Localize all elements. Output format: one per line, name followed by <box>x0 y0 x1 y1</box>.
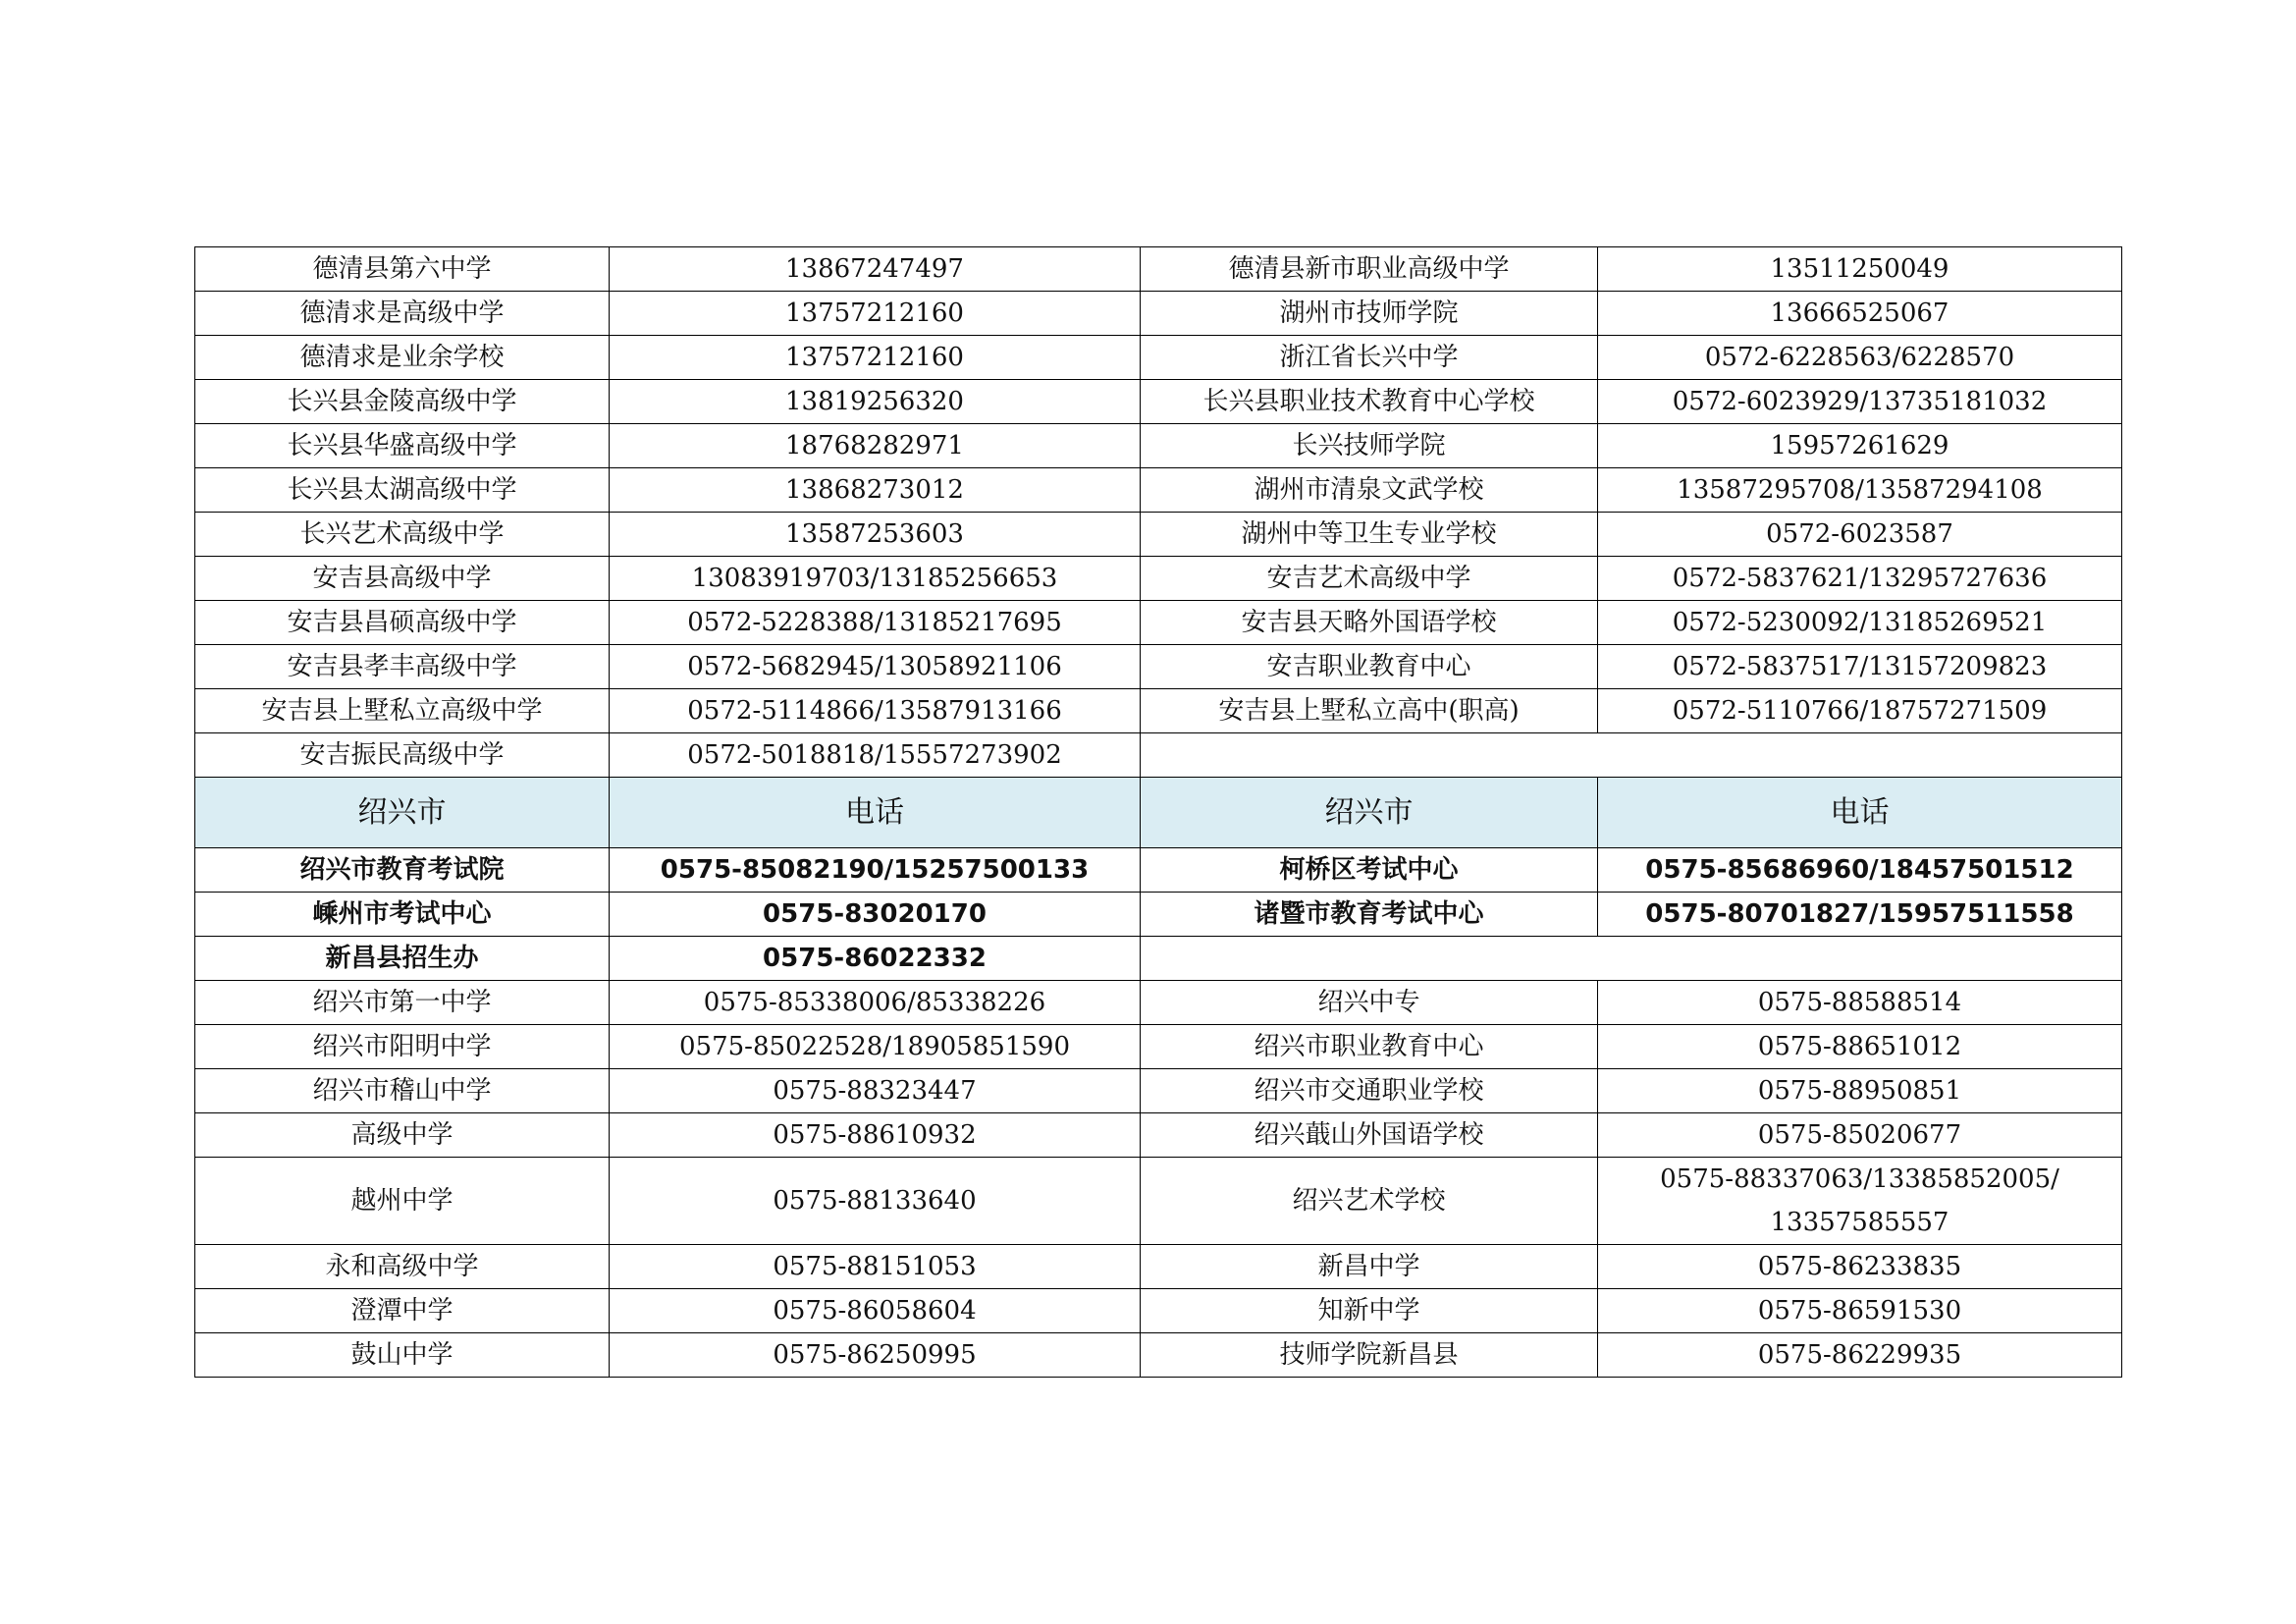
phone-cell: 0575-85082190/15257500133 <box>610 848 1141 893</box>
phone-cell: 0575-88950851 <box>1598 1069 2122 1113</box>
school-name-cell: 绍兴市教育考试院 <box>195 848 610 893</box>
school-name-cell: 绍兴市职业教育中心 <box>1141 1025 1598 1069</box>
column-header-city: 绍兴市 <box>1141 778 1598 848</box>
phone-cell: 0572-5837621/13295727636 <box>1598 557 2122 601</box>
phone-cell: 0575-83020170 <box>610 893 1141 937</box>
table-row <box>195 601 2122 645</box>
phone-line: 0575-88337063/13385852005/ <box>1660 1164 2059 1194</box>
empty-cell <box>1141 733 2122 778</box>
table-row <box>195 336 2122 380</box>
school-name-cell: 诸暨市教育考试中心 <box>1141 893 1598 937</box>
section-header-row <box>195 778 2122 848</box>
phone-cell: 0575-86022332 <box>610 937 1141 981</box>
table-row <box>195 689 2122 733</box>
school-name-cell: 湖州市技师学院 <box>1141 292 1598 336</box>
school-name-cell: 安吉艺术高级中学 <box>1141 557 1598 601</box>
phone-cell: 13868273012 <box>610 468 1141 513</box>
school-name-cell: 安吉县昌硕高级中学 <box>195 601 610 645</box>
phone-cell: 15957261629 <box>1598 424 2122 468</box>
phone-cell: 13867247497 <box>610 247 1141 292</box>
school-name-cell: 长兴县职业技术教育中心学校 <box>1141 380 1598 424</box>
table-row <box>195 733 2122 778</box>
table-row <box>195 557 2122 601</box>
phone-cell: 0572-6023929/13735181032 <box>1598 380 2122 424</box>
contact-table-body <box>195 247 2122 1378</box>
school-name-cell: 长兴艺术高级中学 <box>195 513 610 557</box>
school-name-cell: 长兴县金陵高级中学 <box>195 380 610 424</box>
phone-cell: 0575-88133640 <box>610 1158 1141 1245</box>
school-name-cell: 湖州市清泉文武学校 <box>1141 468 1598 513</box>
phone-cell: 0575-85338006/85338226 <box>610 981 1141 1025</box>
school-name-cell: 浙江省长兴中学 <box>1141 336 1598 380</box>
phone-cell: 0572-5018818/15557273902 <box>610 733 1141 778</box>
column-header-phone: 电话 <box>610 778 1141 848</box>
school-name-cell: 绍兴市第一中学 <box>195 981 610 1025</box>
phone-cell: 0575-88651012 <box>1598 1025 2122 1069</box>
phone-cell: 0575-85022528/18905851590 <box>610 1025 1141 1069</box>
office-row <box>195 893 2122 937</box>
school-name-cell: 越州中学 <box>195 1158 610 1245</box>
school-name-cell: 长兴县华盛高级中学 <box>195 424 610 468</box>
phone-cell: 0575-88610932 <box>610 1113 1141 1158</box>
phone-line: 13357585557 <box>1770 1208 1949 1237</box>
phone-cell: 0575-85686960/18457501512 <box>1598 848 2122 893</box>
school-name-cell: 安吉县上墅私立高级中学 <box>195 689 610 733</box>
phone-cell: 13083919703/13185256653 <box>610 557 1141 601</box>
school-name-cell: 安吉县高级中学 <box>195 557 610 601</box>
phone-cell: 0575-88588514 <box>1598 981 2122 1025</box>
office-row <box>195 848 2122 893</box>
school-name-cell: 鼓山中学 <box>195 1333 610 1378</box>
phone-cell: 0572-5110766/18757271509 <box>1598 689 2122 733</box>
table-row <box>195 1113 2122 1158</box>
table-row <box>195 1289 2122 1333</box>
school-name-cell: 绍兴市稽山中学 <box>195 1069 610 1113</box>
school-name-cell: 安吉振民高级中学 <box>195 733 610 778</box>
phone-cell: 13757212160 <box>610 292 1141 336</box>
column-header-phone: 电话 <box>1598 778 2122 848</box>
school-name-cell: 新昌中学 <box>1141 1245 1598 1289</box>
table-row <box>195 981 2122 1025</box>
phone-cell: 18768282971 <box>610 424 1141 468</box>
phone-cell: 13666525067 <box>1598 292 2122 336</box>
table-row <box>195 1158 2122 1245</box>
school-name-cell: 知新中学 <box>1141 1289 1598 1333</box>
school-name-cell: 长兴县太湖高级中学 <box>195 468 610 513</box>
table-row <box>195 247 2122 292</box>
school-name-cell: 德清县第六中学 <box>195 247 610 292</box>
phone-cell: 0572-5230092/13185269521 <box>1598 601 2122 645</box>
phone-cell: 0575-86233835 <box>1598 1245 2122 1289</box>
column-header-city: 绍兴市 <box>195 778 610 848</box>
school-name-cell: 高级中学 <box>195 1113 610 1158</box>
table-row <box>195 380 2122 424</box>
table-row <box>195 513 2122 557</box>
phone-cell: 13511250049 <box>1598 247 2122 292</box>
phone-cell: 0572-6228563/6228570 <box>1598 336 2122 380</box>
phone-cell: 0575-88323447 <box>610 1069 1141 1113</box>
phone-cell: 0572-6023587 <box>1598 513 2122 557</box>
phone-cell <box>1598 1158 2122 1245</box>
school-name-cell: 德清县新市职业高级中学 <box>1141 247 1598 292</box>
school-name-cell: 绍兴市交通职业学校 <box>1141 1069 1598 1113</box>
phone-cell: 13587295708/13587294108 <box>1598 468 2122 513</box>
phone-cell: 13757212160 <box>610 336 1141 380</box>
school-name-cell: 安吉县孝丰高级中学 <box>195 645 610 689</box>
school-name-cell: 德清求是业余学校 <box>195 336 610 380</box>
school-name-cell: 新昌县招生办 <box>195 937 610 981</box>
school-name-cell: 绍兴艺术学校 <box>1141 1158 1598 1245</box>
school-name-cell: 安吉县天略外国语学校 <box>1141 601 1598 645</box>
school-name-cell: 澄潭中学 <box>195 1289 610 1333</box>
phone-cell: 0575-86229935 <box>1598 1333 2122 1378</box>
table-row <box>195 645 2122 689</box>
school-name-cell: 湖州中等卫生专业学校 <box>1141 513 1598 557</box>
school-name-cell: 永和高级中学 <box>195 1245 610 1289</box>
school-name-cell: 安吉县上墅私立高中(职高) <box>1141 689 1598 733</box>
school-name-cell: 德清求是高级中学 <box>195 292 610 336</box>
table-row <box>195 468 2122 513</box>
office-row <box>195 937 2122 981</box>
phone-cell: 13819256320 <box>610 380 1141 424</box>
phone-cell: 0572-5228388/13185217695 <box>610 601 1141 645</box>
phone-cell: 0572-5682945/13058921106 <box>610 645 1141 689</box>
school-name-cell: 绍兴市阳明中学 <box>195 1025 610 1069</box>
school-name-cell: 柯桥区考试中心 <box>1141 848 1598 893</box>
phone-cell: 0575-86591530 <box>1598 1289 2122 1333</box>
phone-cell: 0575-80701827/15957511558 <box>1598 893 2122 937</box>
phone-cell: 13587253603 <box>610 513 1141 557</box>
school-name-cell: 安吉职业教育中心 <box>1141 645 1598 689</box>
phone-cell: 0575-85020677 <box>1598 1113 2122 1158</box>
table-row <box>195 1069 2122 1113</box>
table-row <box>195 1333 2122 1378</box>
phone-cell: 0575-86250995 <box>610 1333 1141 1378</box>
school-name-cell: 长兴技师学院 <box>1141 424 1598 468</box>
school-name-cell: 绍兴中专 <box>1141 981 1598 1025</box>
table-row <box>195 1025 2122 1069</box>
table-row <box>195 1245 2122 1289</box>
school-name-cell: 绍兴蕺山外国语学校 <box>1141 1113 1598 1158</box>
table-row <box>195 292 2122 336</box>
empty-cell <box>1141 937 2122 981</box>
contact-table <box>194 246 2122 1378</box>
school-name-cell: 嵊州市考试中心 <box>195 893 610 937</box>
phone-cell: 0572-5114866/13587913166 <box>610 689 1141 733</box>
table-row <box>195 424 2122 468</box>
phone-cell: 0575-86058604 <box>610 1289 1141 1333</box>
school-name-cell: 技师学院新昌县 <box>1141 1333 1598 1378</box>
phone-cell: 0575-88151053 <box>610 1245 1141 1289</box>
phone-cell: 0572-5837517/13157209823 <box>1598 645 2122 689</box>
